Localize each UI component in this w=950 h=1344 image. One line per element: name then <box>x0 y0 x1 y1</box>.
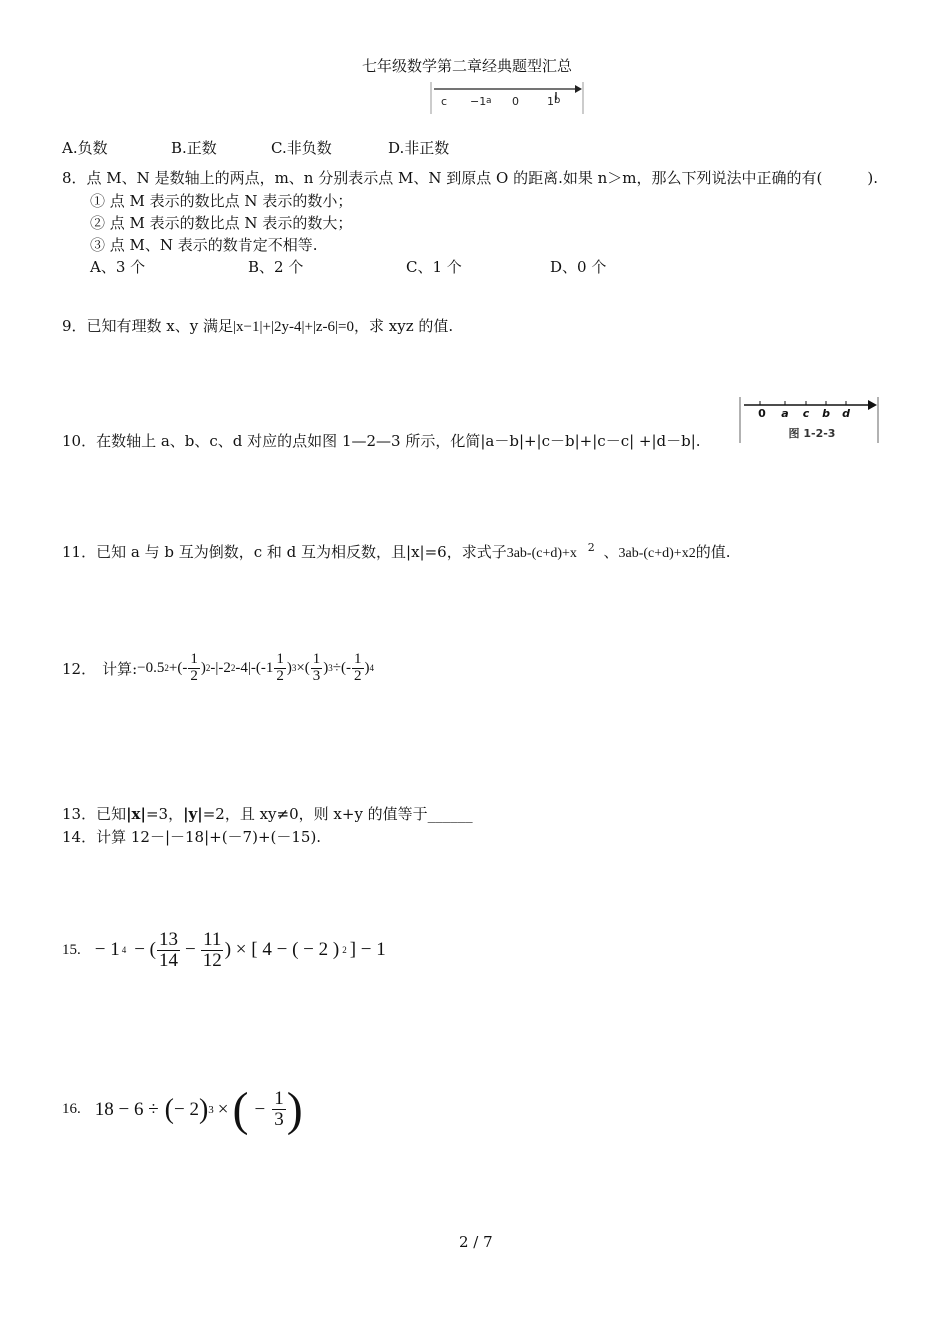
nl-label-0: 0 <box>512 95 519 108</box>
page-number: 2 / 7 <box>459 1233 493 1251</box>
q16-t10: ) <box>286 1083 303 1136</box>
q10-text: 10．在数轴上 a、b、c、d 对应的点如图 1—2—3 所示，化简|a－b|+|c－b|+|c－c| +|d－b|. <box>62 432 701 450</box>
q11-exp-1: 2 <box>587 541 595 554</box>
q15-frac-1-num: 13 <box>159 929 179 950</box>
q11 <box>62 541 731 562</box>
q8-option-a: A、3 个 <box>90 258 146 276</box>
q13-text-b: =3， <box>145 805 184 823</box>
q15-t2: − ( <box>134 939 157 961</box>
q12-t0: −0.5 <box>137 659 165 676</box>
q13-abs-y: |y| <box>183 805 203 823</box>
q8-option-b: B、2 个 <box>248 258 304 276</box>
fig-label-0: 0 <box>758 407 766 420</box>
q16-t7: − <box>254 1098 266 1120</box>
fig-label-c: c <box>802 407 810 420</box>
q15-t8: ) × [ 4 − ( − 2 ) <box>224 939 340 961</box>
q12-label: 12． <box>62 659 97 678</box>
q16-t1: ( <box>164 1093 174 1125</box>
q16-t4: 3 <box>208 1103 214 1116</box>
q13-text-a: 13．已知 <box>62 805 127 823</box>
q11-expr-2: 3ab-(c+d)+x2 <box>618 546 696 561</box>
nl-label-neg1: −1 <box>470 95 487 108</box>
q13-text-c: =2，且 xy≠0，则 x+y 的值等于______ <box>202 805 473 823</box>
q7-option-a: A.负数 <box>62 139 108 157</box>
q8-stem: 8．点 M、N 是数轴上的两点，m、n 分别表示点 M、N 到原点 O 的距离.如果 n＞m，那么下列说法中正确的有( ). <box>62 169 878 187</box>
q11-text: 11．已知 a 与 b 互为倒数，c 和 d 互为相反数，且|x|=6，求式子 <box>62 543 507 561</box>
q16-t2: − 2 <box>173 1098 199 1120</box>
q15-frac-1-den: 14 <box>159 949 179 971</box>
q12-t24: ) <box>364 659 370 676</box>
q12-frac-4-num: 1 <box>354 651 362 667</box>
q13-abs-x: |x| <box>126 805 146 823</box>
q16-t0: 18 − 6 ÷ <box>94 1098 159 1120</box>
q7-option-c: C.非负数 <box>271 139 332 157</box>
nl-label-1: 1 <box>547 95 554 108</box>
nl-label-b: b <box>554 95 561 106</box>
q16-label: 16. <box>62 1101 81 1117</box>
q8-item-2: ② 点 M 表示的数比点 N 表示的数大； <box>90 214 353 232</box>
q9-expr: |x−1|+|2y-4|+|z-6|=0 <box>233 319 355 335</box>
q12-t19: ) <box>323 659 329 676</box>
q15-label: 15. <box>62 941 81 958</box>
q12-t6: 2 <box>205 663 211 674</box>
q12-t1: 2 <box>164 663 169 674</box>
q16-frac-num: 1 <box>274 1088 284 1110</box>
q16-t3: ) <box>198 1093 209 1125</box>
q13 <box>62 803 473 824</box>
q12-t16: ×( <box>296 659 310 676</box>
q12 <box>62 652 374 685</box>
q15-frac-2 <box>201 930 224 971</box>
q8-option-c: C、1 个 <box>406 258 462 276</box>
q7-option-d: D.非正数 <box>388 139 450 157</box>
q12-t2: +(- <box>168 659 188 676</box>
q12-frac-1-num: 1 <box>190 651 198 667</box>
q14: 14．计算 12－|－18|+(－7)+(－15). <box>62 828 322 846</box>
q12-t20: 3 <box>328 663 333 674</box>
top-number-line-figure <box>430 80 585 116</box>
q15-frac-2-num: 11 <box>203 929 222 950</box>
q12-t5: ) <box>200 659 206 676</box>
fig-caption: 图 1-2-3 <box>788 427 836 440</box>
q12-frac-4-den: 2 <box>354 667 362 684</box>
fig-label-b: b <box>822 407 830 420</box>
q12-t8: |-2 <box>215 659 231 676</box>
q15-t9: 2 <box>342 945 347 956</box>
q15 <box>62 930 386 971</box>
nl-label-a: a <box>486 96 492 106</box>
q8-item-1: ① 点 M 表示的数比点 N 表示的数小； <box>90 192 353 210</box>
q15-frac-1 <box>157 930 180 971</box>
q15-frac-2-den: 12 <box>202 949 222 971</box>
q15-t5: − <box>185 939 196 961</box>
q15-t0: − 1 <box>94 939 120 961</box>
fig-label-a: a <box>781 407 789 420</box>
q8-option-d: D、0 个 <box>550 258 607 276</box>
q12-frac-3-num: 1 <box>312 651 321 667</box>
q11-suffix: 的值. <box>695 543 731 561</box>
q16-frac <box>272 1089 286 1130</box>
q12-t25: 4 <box>369 663 375 674</box>
q16-t5: × <box>217 1098 229 1120</box>
q12-t10: -4| <box>235 659 251 676</box>
page-title: 七年级数学第二章经典题型汇总 <box>362 57 573 75</box>
q16 <box>62 1082 303 1137</box>
q12-frac-4 <box>352 652 364 685</box>
q12-frac-1-den: 2 <box>190 667 198 684</box>
q12-t15: 3 <box>291 663 297 674</box>
q7-option-b: B.正数 <box>171 139 217 157</box>
q12-t9: 2 <box>230 663 236 674</box>
q12-frac-2 <box>274 652 286 685</box>
q12-t21: ÷(- <box>332 659 352 676</box>
q12-frac-3 <box>311 652 323 685</box>
q15-t1: 4 <box>121 945 127 956</box>
q9-prefix: 9．已知有理数 x、y 满足 <box>62 317 234 335</box>
q11-sep: 、 <box>603 543 619 561</box>
q12-t14: ) <box>286 659 292 676</box>
q12-frac-2-num: 1 <box>276 651 284 667</box>
q11-expr-1: 3ab-(c+d)+x <box>506 546 577 561</box>
q12-t7: - <box>210 659 216 676</box>
q12-frac-3-den: 3 <box>312 667 321 684</box>
q9-suffix: ，求 xyz 的值. <box>354 317 454 335</box>
nl-label-c: c <box>441 95 448 108</box>
q16-frac-den: 3 <box>274 1109 284 1130</box>
q16-t6: ( <box>232 1083 249 1136</box>
q12-prefix: 计算: <box>102 659 138 678</box>
q9 <box>62 315 453 336</box>
q12-t11: -(-1 <box>250 659 274 676</box>
q10-number-line-figure <box>738 395 880 445</box>
q12-frac-2-den: 2 <box>276 667 284 684</box>
q15-t10: ] − 1 <box>349 939 386 961</box>
q8-item-3: ③ 点 M、N 表示的数肯定不相等. <box>90 236 318 254</box>
fig-label-d: d <box>842 407 850 420</box>
q12-frac-1 <box>188 652 200 685</box>
